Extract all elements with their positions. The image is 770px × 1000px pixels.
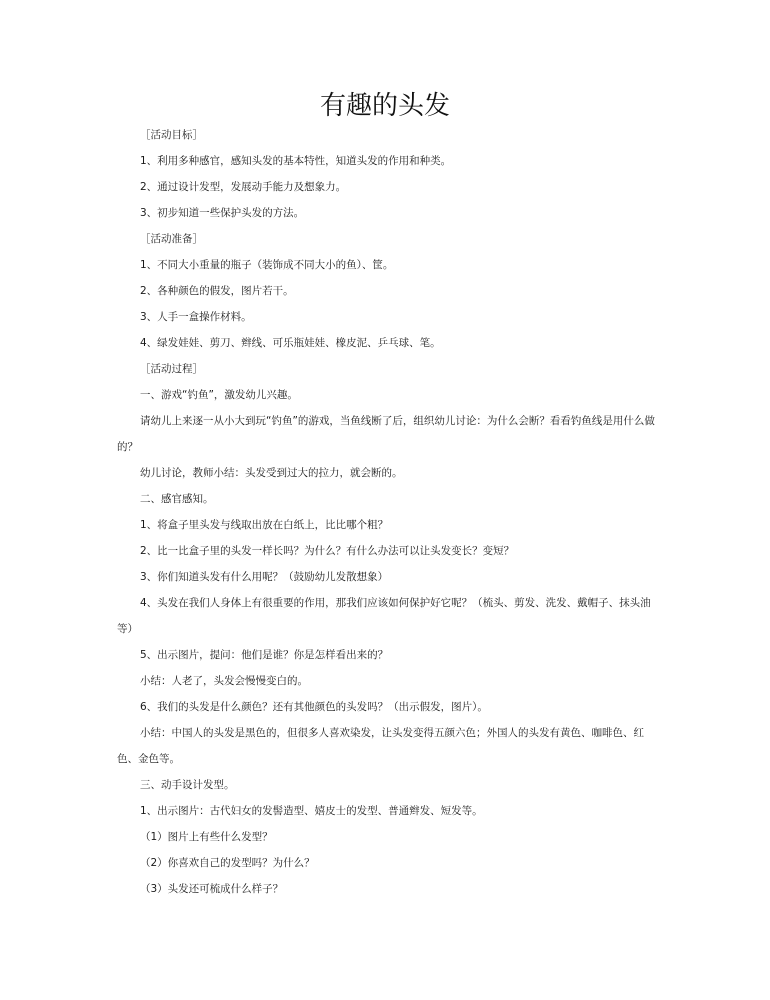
paragraph: 4、头发在我们人身体上有很重要的作用，那我们应该如何保护好它呢？（梳头、剪发、洗发、戴帽子、抹头油等）	[117, 597, 651, 635]
paragraph: （2）你喜欢自己的发型吗？为什么？	[140, 857, 315, 869]
paragraph: 2、各种颜色的假发，图片若干。	[140, 285, 294, 297]
paragraph: 2、比一比盒子里的头发一样长吗？为什么？有什么办法可以让头发变长？变短？	[140, 545, 515, 557]
paragraph: 请幼儿上来逐一从小大到玩“钓鱼”的游戏，当鱼线断了后，组织幼儿讨论：为什么会断？看看钓鱼线是用什么做的？	[117, 415, 655, 453]
paragraph: 1、不同大小重量的瓶子（装饰成不同大小的鱼）、筐。	[140, 259, 394, 271]
paragraph: 6、我们的头发是什么颜色？还有其他颜色的头发吗？（出示假发，图片）。	[140, 701, 488, 713]
paragraph: 三、动手设计发型。	[140, 779, 235, 791]
paragraph: 4、绿发娃娃、剪刀、辫线、可乐瓶娃娃、橡皮泥、乒乓球、笔。	[140, 337, 441, 349]
paragraph: 幼儿讨论，教师小结：头发受到过大的拉力，就会断的。	[140, 467, 403, 479]
paragraph: 小结：人老了，头发会慢慢变白的。	[140, 675, 308, 687]
paragraph: 一、游戏“钓鱼”，激发幼儿兴趣。	[140, 389, 298, 401]
paragraph: 小结：中国人的头发是黑色的，但很多人喜欢染发，让头发变得五颜六色；外国人的头发有黄色、咖啡色、红色、金色等。	[117, 727, 644, 765]
document-title: 有趣的头发	[319, 91, 450, 121]
paragraph: 1、将盒子里头发与线取出放在白纸上，比比哪个粗？	[140, 519, 389, 531]
paragraph: 5、出示图片，提问：他们是谁？你是怎样看出来的？	[140, 649, 389, 661]
paragraph: （1）图片上有些什么发型？	[140, 831, 273, 843]
paragraph: 2、通过设计发型，发展动手能力及想象力。	[140, 181, 347, 193]
section-heading-goals: ［活动目标］	[140, 129, 203, 141]
paragraph: 3、你们知道头发有什么用呢？（鼓励幼儿发散想象）	[140, 571, 389, 583]
paragraph: 3、人手一盒操作材料。	[140, 311, 252, 323]
section-heading-process: ［活动过程］	[140, 363, 203, 375]
paragraph: （3）头发还可梳成什么样子？	[140, 883, 284, 895]
paragraph: 1、出示图片：古代妇女的发髻造型、嬉皮士的发型、普通辫发、短发等。	[140, 805, 483, 817]
section-heading-preparation: ［活动准备］	[140, 233, 203, 245]
paragraph: 二、感官感知。	[140, 493, 214, 505]
paragraph: 1、利用多种感官，感知头发的基本特性，知道头发的作用和种类。	[140, 155, 452, 167]
paragraph: 3、初步知道一些保护头发的方法。	[140, 207, 305, 219]
document-body	[117, 122, 657, 902]
